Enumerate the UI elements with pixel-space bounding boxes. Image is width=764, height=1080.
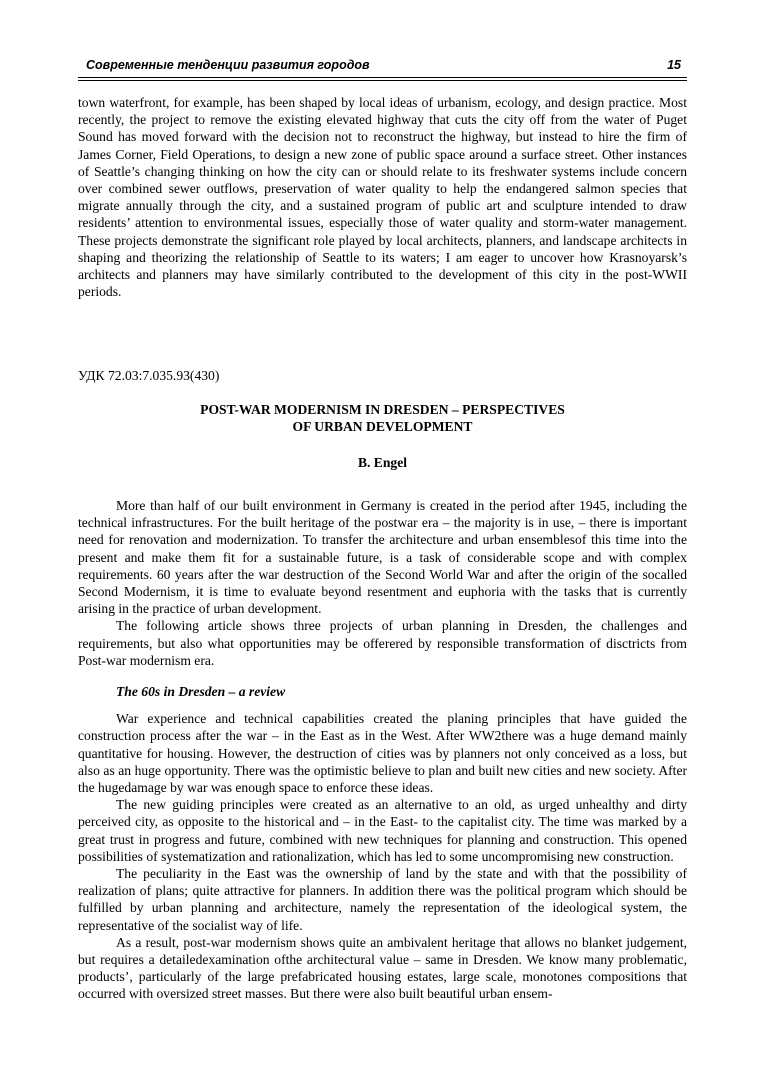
paragraph: The new guiding principles were created as an alternative to an old, as urged unhealthy and dirty perceived city, as opposite to the historical and – in the East- to the capitalist city. The time was marked by a great trust in progress and future, combined with new techniques for planning and construction. This opened possibilities of systematization and rationalization, which has led to some uncompromising new construction. [78, 797, 687, 864]
paragraph: town waterfront, for example, has been shaped by local ideas of urbanism, ecology, and design practice. Most recently, the project to remove the existing elevated highway that cuts the city off from the water of Puget Sound has moved forward with the decision not to reconstruct the highway, but instead to hire the firm of James Corner, Field Operations, to design a new zone of public space around a surface street. Other instances of Seattle’s changing thinking on how the city can or should relate to its freshwater systems include concern over combined sewer outflows, preservation of water quality to help the endangered salmon species that migrate annually through the city, and a sustained program of public art and sculpture intended to draw residents’ attention to environmental issues, especially those of water quality and storm-water management. These projects demonstrate the significant role played by local architects, planners, and landscape architects in shaping and theorizing the relationship of Seattle to its waters; I am eager to uncover how Krasnoyarsk’s architects and planners may have similarly contributed to the development of this city in the post-WWII periods. [78, 95, 687, 300]
previous-article-continuation [78, 94, 687, 300]
article-author: B. Engel [357, 455, 408, 470]
udk-code: УДК 72.03:7.035.93(430) [78, 368, 220, 383]
section-heading: The 60s in Dresden – a review [116, 684, 286, 700]
journal-title: Современные тенденции развития городов [86, 58, 370, 72]
header-rule [78, 77, 687, 78]
header-rule-thin [78, 80, 687, 81]
article-body [78, 497, 687, 1003]
article-title-line-1: POST-WAR MODERNISM IN DRESDEN – PERSPECTIVES [200, 402, 565, 417]
paragraph: More than half of our built environment in Germany is created in the period after 1945, including the technical infrastructures. For the built heritage of the postwar era – the majority is in use, – there is important need for renovation and modernization. To transfer the architecture and urban ensemblesof this time into the present and make them fit for a sustainable future, is a task of considerable scope and with complex requirements. 60 years after the war destruction of the Second World War and after the origin of the socalled Second Modernism, it is time to evaluate beyond resentment and euphoria with the tasks that is currently arising in the practice of urban development. [78, 498, 687, 617]
running-header [78, 55, 687, 75]
paragraph: War experience and technical capabilities created the planing principles that have guided the construction process after the war – in the East as in the West. After WW2there was a huge demand mainly quantitative for housing. However, the destruction of cities was by planners not only conceived as a loss, but also as an huge opportunity. There was the optimistic believe to plan and built new cities and new society. After the hugedamage by war was enough space to enforce these ideas. [78, 711, 687, 796]
paragraph: The peculiarity in the East was the ownership of land by the state and with that the possibility of realization of plans; quite attractive for planners. In addition there was the political program which should be fulfilled by urban planning and architecture, namely the representation of the ideological system, the representative of the socialist way of life. [78, 866, 687, 933]
paragraph: As a result, post-war modernism shows quite an ambivalent heritage that allows no blanket judgement, but requires a detailedexamination ofthe architectural value – same in Dresden. We know many problematic, products’, particularly of the large prefabricated housing estates, large scale, monotones compositions that occurred with oversized street masses. But there were also built beautiful urban ensem- [78, 934, 687, 1002]
article-title-line-2: OF URBAN DEVELOPMENT [292, 419, 473, 434]
article-title [78, 401, 687, 435]
page-number: 15 [667, 58, 681, 72]
paragraph: The following article shows three projects of urban planning in Dresden, the challenges and requirements, but also what opportunities may be offerered by responsible transformation of disctricts from Post-war modernism era. [78, 618, 687, 668]
